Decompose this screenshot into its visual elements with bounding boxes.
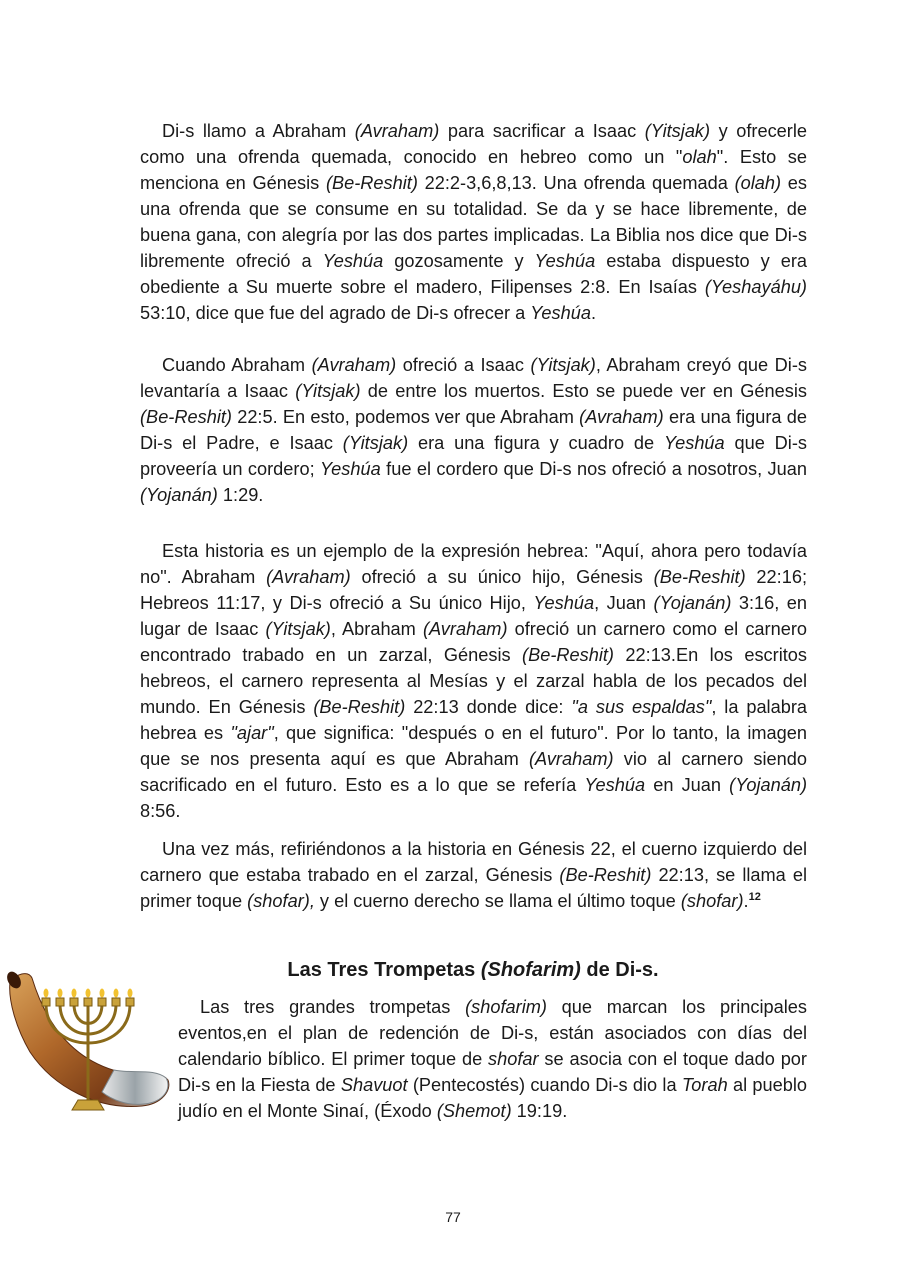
- italic-term: (Avraham): [579, 407, 664, 427]
- italic-term: (Yitsjak): [644, 121, 711, 141]
- italic-term: (Yitsjak): [295, 381, 361, 401]
- italic-term: Shavuot: [340, 1075, 408, 1095]
- italic-term: (Be-Reshit): [522, 645, 614, 665]
- italic-term: Yeshúa: [533, 593, 595, 613]
- menorah-shofar-icon: [2, 964, 174, 1124]
- italic-term: (Avraham): [311, 355, 397, 375]
- italic-term: (Yitsjak): [265, 619, 331, 639]
- italic-term: (Be-Reshit): [313, 697, 406, 717]
- italic-term: olah: [682, 147, 717, 167]
- italic-term: (Be-Reshit): [325, 173, 418, 193]
- italic-term: (Yitsjak): [530, 355, 596, 375]
- italic-term: "a sus espaldas": [571, 697, 712, 717]
- italic-term: (Avraham): [354, 121, 440, 141]
- italic-term: Yeshúa: [663, 433, 725, 453]
- page-number: 77: [445, 1209, 461, 1225]
- italic-term: Yeshúa: [322, 251, 384, 271]
- paragraph-3: Esta historia es un ejemplo de la expresión hebrea: "Aquí, ahora pero todavía no". Abraham (Avraham) ofreció a su único hijo, Génesis (Be-Reshit) 22:16; Hebreos 11:17, y Di-s ofreció a Su único Hijo, Yeshúa, Juan (Yojanán) 3:16, en lugar de Isaac (Yitsjak), Abraham (Avraham) ofreció un carnero como el carnero encontrado trabado en un zarzal, Génesis (Be-Reshit) 22:13.En los escritos hebreos, el carnero representa al Mesías y el zarzal habla de los pecados del mundo. En Génesis (Be-Reshit) 22:13 donde dice: "a sus espaldas", la palabra hebrea es "ajar", que significa: "después o en el futuro". Por lo tanto, la imagen que se nos presenta aquí es que Abraham (Avraham) vio al carnero siendo sacrificado en el futuro. Esto es a lo que se refería Yeshúa en Juan (Yojanán) 8:56.: [140, 541, 808, 821]
- italic-term: (Be-Reshit): [559, 865, 652, 885]
- italic-term: (Yojanán): [729, 775, 807, 795]
- italic-term: (Be-Reshit): [653, 567, 746, 587]
- italic-term: Torah: [681, 1075, 728, 1095]
- italic-term: (shofarim): [465, 997, 547, 1017]
- italic-term: shofar: [488, 1049, 539, 1069]
- italic-term: (Avraham): [266, 567, 351, 587]
- italic-term: "ajar": [230, 723, 274, 743]
- paragraph-2: Cuando Abraham (Avraham) ofreció a Isaac (Yitsjak), Abraham creyó que Di-s levantaría a Isaac (Yitsjak) de entre los muertos. Esto se puede ver en Génesis (Be-Reshit) 22:5. En esto, podemos ver que Abraham (Avraham) era una figura de Di-s el Padre, e Isaac (Yitsjak) era una figura y cuadro de Yeshúa que Di-s proveería un cordero; Yeshúa fue el cordero que Di-s nos ofreció a nosotros, Juan (Yojanán) 1:29.: [140, 355, 808, 505]
- paragraph-4: Una vez más, refiriéndonos a la historia en Génesis 22, el cuerno izquierdo del carnero que estaba trabado en el zarzal, Génesis (Be-Reshit) 22:13, se llama el primer toque (shofar), y el cuerno derecho se llama el último toque (shofar).$^{12}$: [140, 839, 808, 911]
- italic-term: (Avraham): [528, 749, 614, 769]
- italic-term: (Shemot): [436, 1101, 512, 1121]
- italic-term: (Yojanán): [140, 485, 218, 505]
- italic-term: (Shofarim): [480, 959, 581, 981]
- italic-term: (Yeshayáhu): [704, 277, 807, 297]
- italic-term: (Yojanán): [653, 593, 732, 613]
- paragraph-1: Di-s llamo a Abraham (Avraham) para sacrificar a Isaac (Yitsjak) y ofrecerle como una ofrenda quemada, conocido en hebreo como un "olah". Esto se menciona en Génesis (Be-Reshit) 22:2-3,6,8,13. Una ofrenda quemada (olah) es una ofrenda que se consume en su totalidad. Se da y se hace libremente, de buena gana, con alegría por las dos partes implicadas. La Biblia nos dice que Di-s libremente ofreció a Yeshúa gozosamente y Yeshúa estaba dispuesto y era obediente a Su muerte sobre el madero, Filipenses 2:8. En Isaías (Yeshayáhu) 53:10, dice que fue del agrado de Di-s ofrecer a Yeshúa.: [140, 121, 808, 323]
- italic-term: (shofar): [680, 891, 744, 911]
- italic-term: (shofar),: [247, 891, 315, 911]
- italic-term: (Yitsjak): [342, 433, 409, 453]
- italic-term: (olah): [734, 173, 782, 193]
- section-heading: Las Tres Trompetas (Shofarim) de Di-s.: [287, 959, 659, 981]
- italic-term: Yeshúa: [530, 303, 591, 323]
- italic-term: Yeshúa: [320, 459, 381, 479]
- footnote-reference[interactable]: 12: [748, 890, 761, 903]
- italic-term: Yeshúa: [534, 251, 596, 271]
- italic-term: (Avraham): [422, 619, 508, 639]
- italic-term: Yeshúa: [584, 775, 646, 795]
- italic-term: (Be-Reshit): [140, 407, 232, 427]
- section-paragraph: Las tres grandes trompetas (shofarim) que marcan los principales eventos,en el plan de redención de Di-s, están asociados con días del calendario bíblico. El primer toque de shofar se asocia con el toque dado por Di-s en la Fiesta de Shavuot (Pentecostés) cuando Di-s dio la Torah al pueblo judío en el Monte Sinaí, (Éxodo (Shemot) 19:19.: [178, 997, 808, 1121]
